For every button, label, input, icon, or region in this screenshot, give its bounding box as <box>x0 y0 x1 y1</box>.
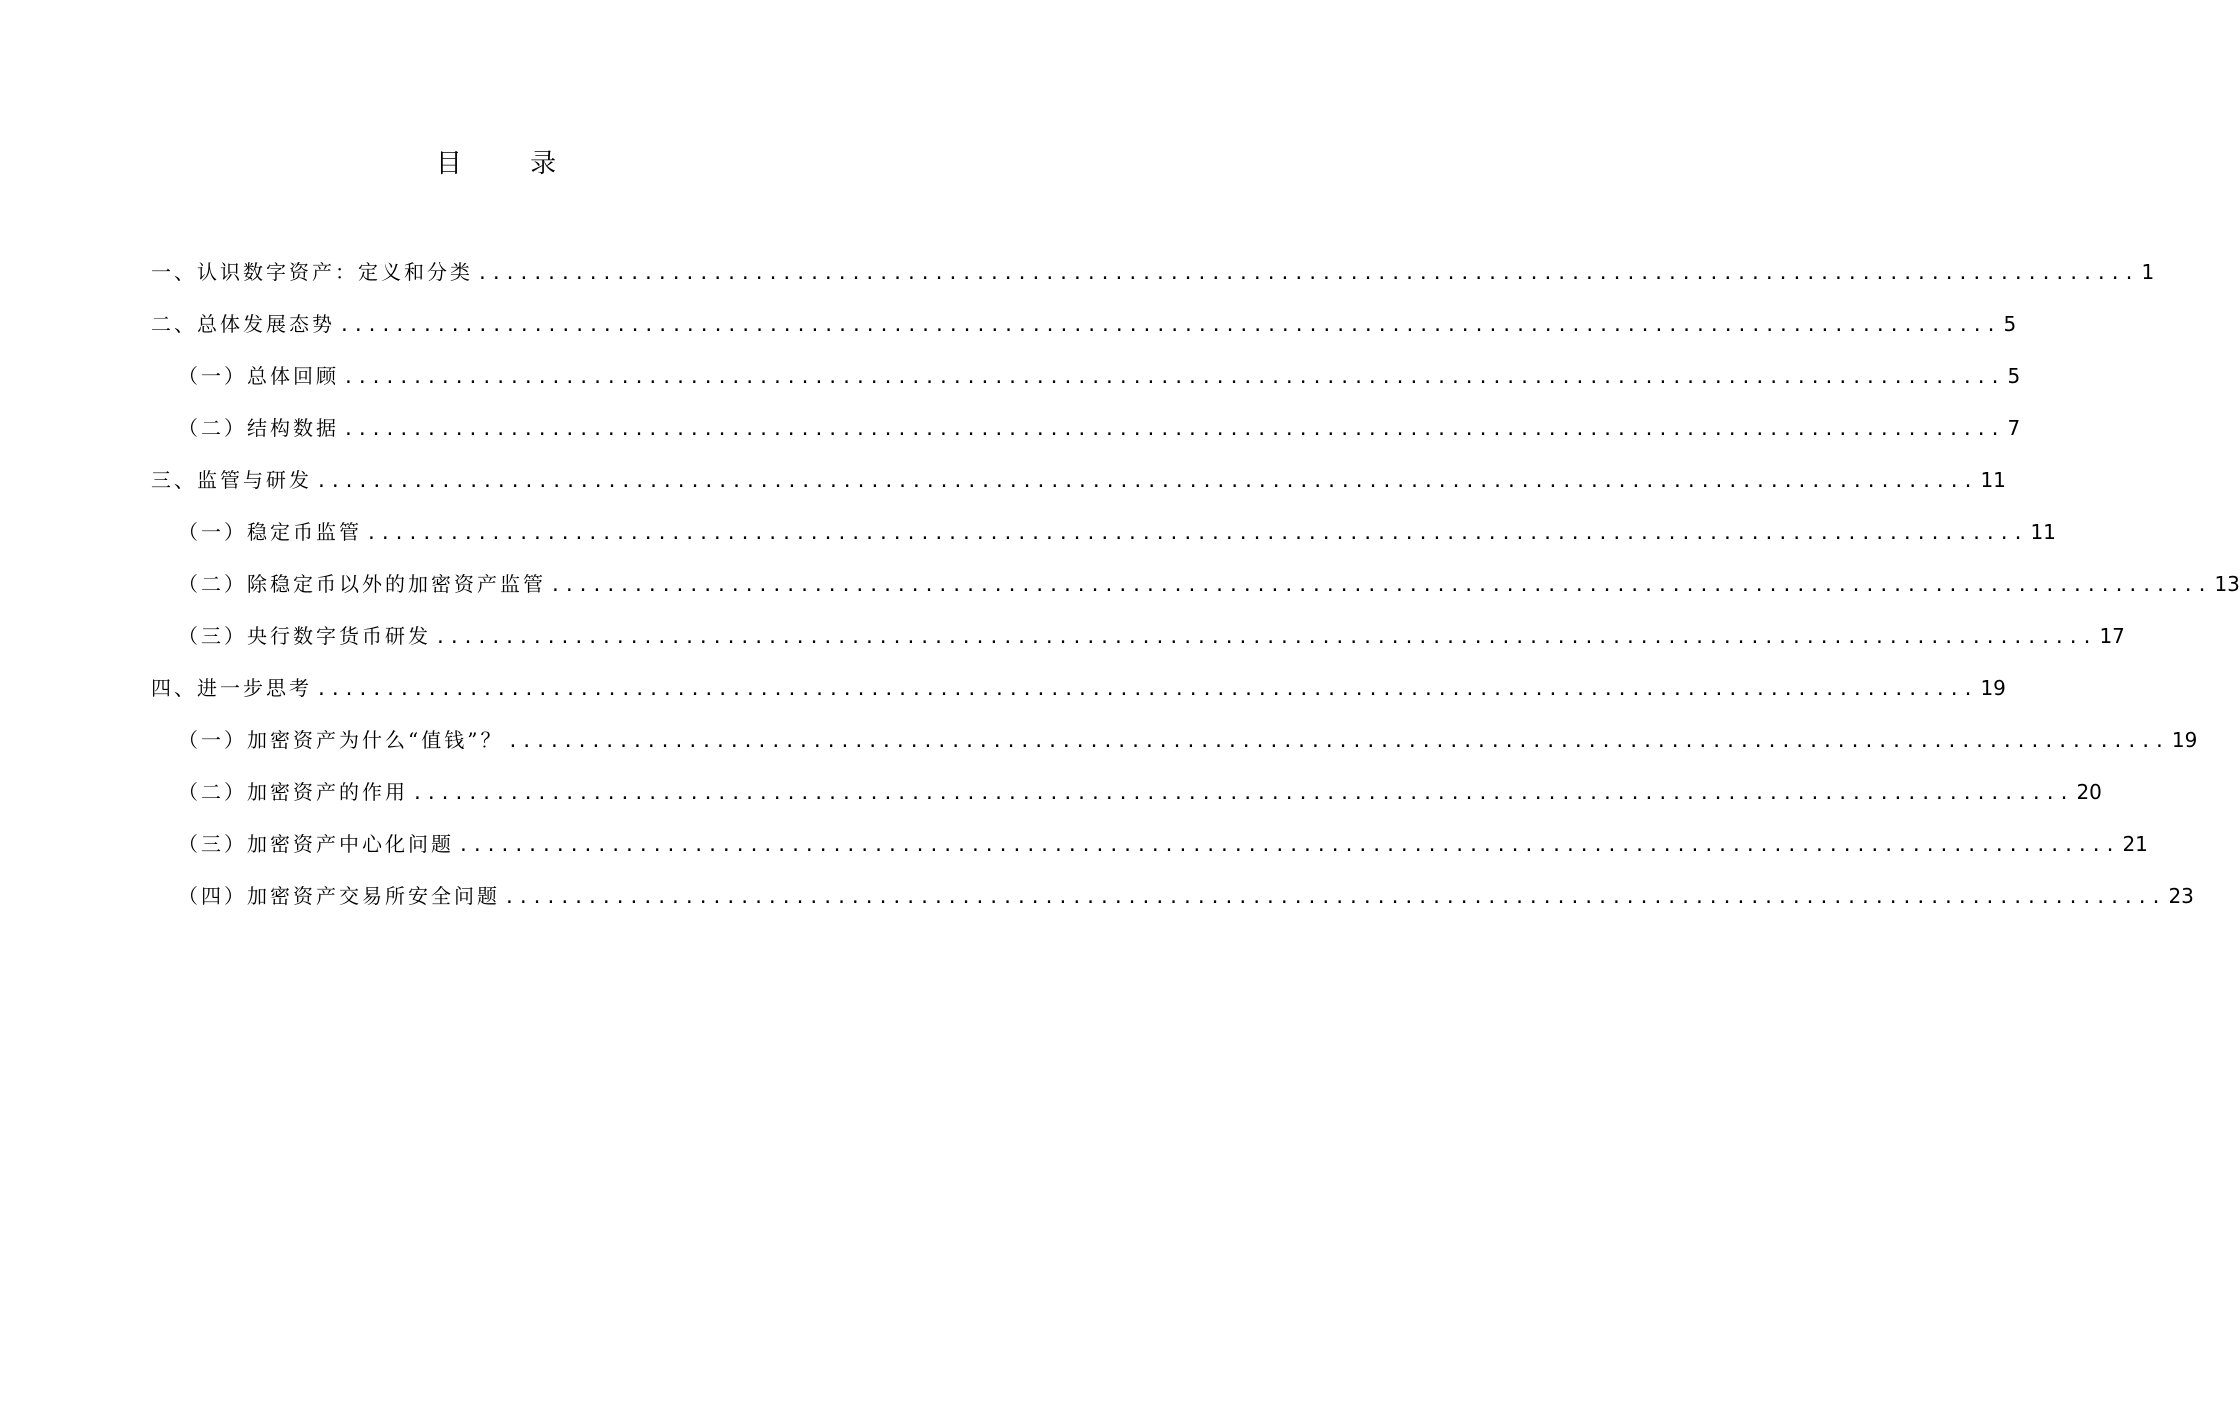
toc-page-number: 19 <box>1980 676 2006 700</box>
dot-leader: ........................................................................................................................ <box>316 679 1977 700</box>
toc-entry[interactable] <box>151 298 2017 350</box>
toc-entry-text: 三、监管与研发 <box>151 468 312 492</box>
dot-leader: ........................................................................................................................ <box>343 419 2004 440</box>
toc-entry-text: （一）稳定币监管 <box>178 520 362 544</box>
toc-entry[interactable] <box>151 558 2240 610</box>
toc-entry-text: （三）央行数字货币研发 <box>178 624 431 648</box>
toc-page-number: 20 <box>2076 780 2102 804</box>
toc-entry-text: （二）结构数据 <box>178 416 339 440</box>
dot-leader: ........................................................................................................................ <box>435 627 2096 648</box>
page-title: 目 录 <box>435 149 587 179</box>
toc-entry-text: （三）加密资产中心化问题 <box>178 832 454 856</box>
toc-entry[interactable] <box>151 350 2021 402</box>
toc-entry-text: （一）总体回顾 <box>178 364 339 388</box>
dot-leader: ........................................................................................................................ <box>458 835 2119 856</box>
toc-page-number: 11 <box>2030 520 2056 544</box>
toc-entry-text: （二）加密资产的作用 <box>178 780 408 804</box>
toc-page-number: 19 <box>2171 728 2198 752</box>
toc-entry[interactable] <box>151 818 2148 870</box>
dot-leader: ........................................................................................................................ <box>316 471 1977 492</box>
toc-entry-text: 四、进一步思考 <box>151 676 312 700</box>
dot-leader: ........................................................................................................................ <box>507 731 2168 752</box>
toc-page-number: 17 <box>2099 624 2125 648</box>
toc-entry[interactable] <box>151 870 2194 922</box>
toc-page-number: 21 <box>2122 832 2148 856</box>
toc-entry[interactable] <box>151 714 2198 766</box>
dot-leader: ........................................................................................................................ <box>504 887 2165 908</box>
dot-leader: ........................................................................................................................ <box>366 523 2027 544</box>
toc-entry-text: （二）除稳定币以外的加密资产监管 <box>178 572 546 596</box>
toc-page-number: 7 <box>2007 416 2021 440</box>
dot-leader: ........................................................................................................................ <box>339 315 2000 336</box>
toc-entry[interactable] <box>151 662 2006 714</box>
toc-entry[interactable] <box>151 506 2056 558</box>
toc-entry[interactable] <box>151 246 2155 298</box>
toc-page-number: 5 <box>2003 312 2017 336</box>
dot-leader: ........................................................................................................................ <box>412 783 2073 804</box>
toc-entry-text: 一、认识数字资产：定义和分类 <box>151 260 473 284</box>
toc-list <box>151 246 2240 922</box>
toc-entry-text: （四）加密资产交易所安全问题 <box>178 884 500 908</box>
dot-leader: ........................................................................................................................ <box>343 367 2004 388</box>
toc-entry[interactable] <box>151 610 2125 662</box>
toc-page-number: 23 <box>2168 884 2194 908</box>
toc-page-number: 13 <box>2214 572 2240 596</box>
toc-entry[interactable] <box>151 402 2021 454</box>
toc-entry[interactable] <box>151 454 2006 506</box>
toc-entry-text: 二、总体发展态势 <box>151 312 335 336</box>
toc-page-number: 5 <box>2007 364 2021 388</box>
dot-leader: ........................................................................................................................ <box>477 263 2138 284</box>
toc-page-number: 1 <box>2141 260 2155 284</box>
dot-leader: ........................................................................................................................ <box>550 575 2211 596</box>
toc-page-number: 11 <box>1980 468 2006 492</box>
toc-entry[interactable] <box>151 766 2102 818</box>
toc-entry-text: （一）加密资产为什么“值钱”？ <box>178 728 504 752</box>
